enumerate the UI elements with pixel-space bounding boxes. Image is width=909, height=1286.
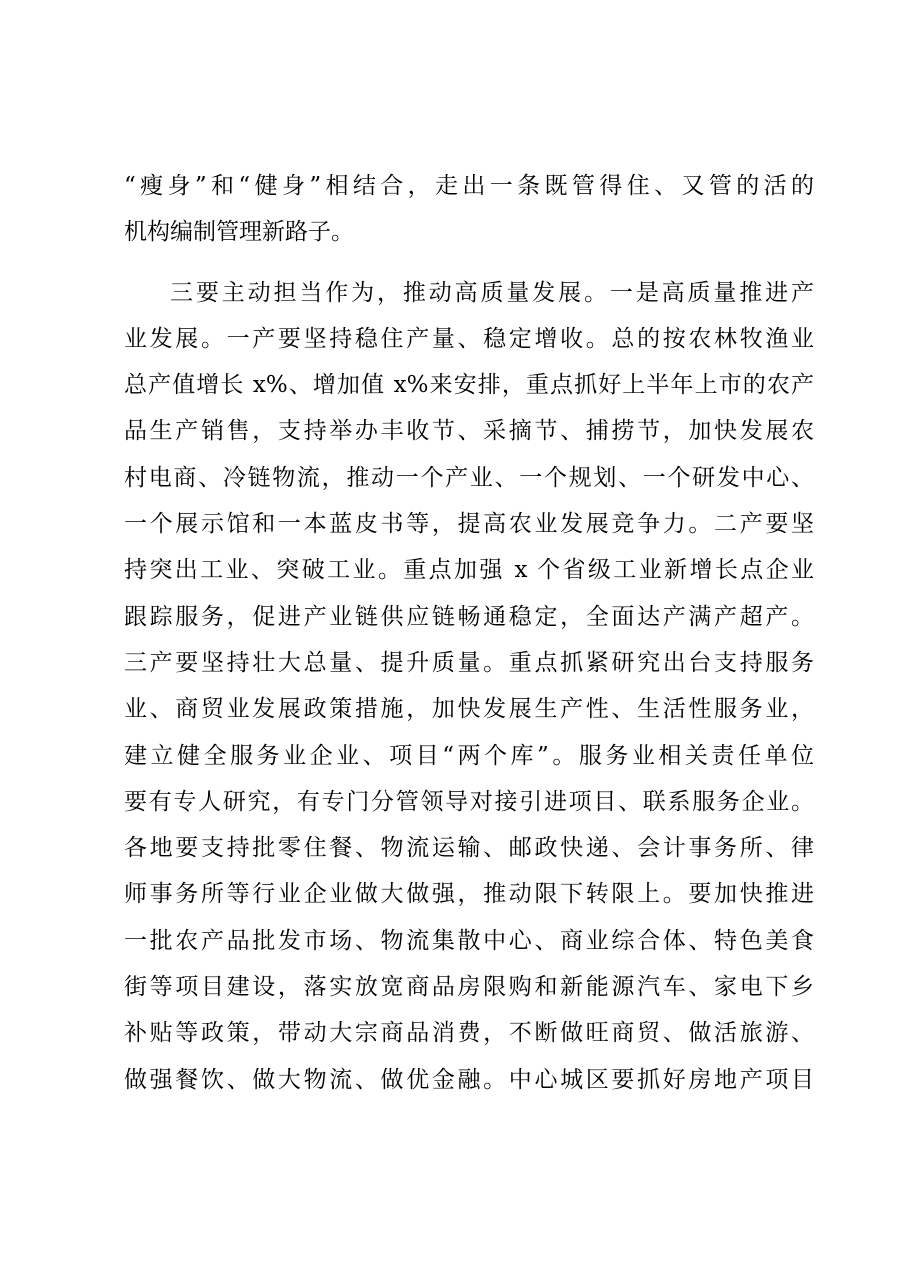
paragraph-2 — [124, 270, 814, 1103]
text-line: 持突出工业、突破工业。重点加强 x 个省级工业新增长点企业 — [124, 557, 814, 584]
text-line: 业、商贸业发展政策措施，加快发展生产性、生活性服务业， — [124, 696, 814, 723]
text-line: 补贴等政策，带动大宗商品消费，不断做旺商贸、做活旅游、 — [124, 1020, 814, 1047]
text-line: 跟踪服务，促进产业链供应链畅通稳定，全面达产满产超产。 — [124, 603, 814, 630]
text-line: 各地要支持批零住餐、物流运输、邮政快递、会计事务所、律 — [124, 835, 814, 862]
text-line: 一个展示馆和一本蓝皮书等，提高农业发展竞争力。二产要坚 — [124, 511, 814, 538]
text-line: 做强餐饮、做大物流、做优金融。中心城区要抓好房地产项目 — [124, 1066, 814, 1093]
text-line: 街等项目建设，落实放宽商品房限购和新能源汽车、家电下乡 — [124, 974, 814, 1001]
text-line: “瘦身”和“健身”相结合，走出一条既管得住、又管的活的 — [124, 173, 814, 199]
text-line: 三产要坚持壮大总量、提升质量。重点抓紧研究出台支持服务 — [124, 649, 814, 676]
text-line: 师事务所等行业企业做大做强，推动限下转限上。要加快推进 — [124, 881, 814, 908]
paragraph-gap — [124, 256, 814, 270]
text-line: 机构编制管理新路子。 — [124, 219, 354, 246]
text-line: 总产值增长 x%、增加值 x%来安排，重点抓好上半年上市的农产 — [124, 372, 814, 399]
text-line: 三要主动担当作为，推动高质量发展。一是高质量推进产 — [170, 279, 814, 306]
text-line: 建立健全服务业企业、项目“两个库”。服务业相关责任单位 — [124, 742, 814, 769]
text-line: 村电商、冷链物流，推动一个产业、一个规划、一个研发中心、 — [124, 464, 814, 491]
text-line: 业发展。一产要坚持稳住产量、稳定增收。总的按农林牧渔业 — [124, 325, 814, 352]
text-line: 一批农产品批发市场、物流集散中心、商业综合体、特色美食 — [124, 927, 814, 954]
text-line: 要有专人研究，有专门分管领导对接引进项目、联系服务企业。 — [124, 788, 814, 815]
paragraph-1 — [124, 163, 814, 256]
body-text — [124, 163, 814, 1103]
text-line: 品生产销售，支持举办丰收节、采摘节、捕捞节，加快发展农 — [124, 418, 814, 445]
